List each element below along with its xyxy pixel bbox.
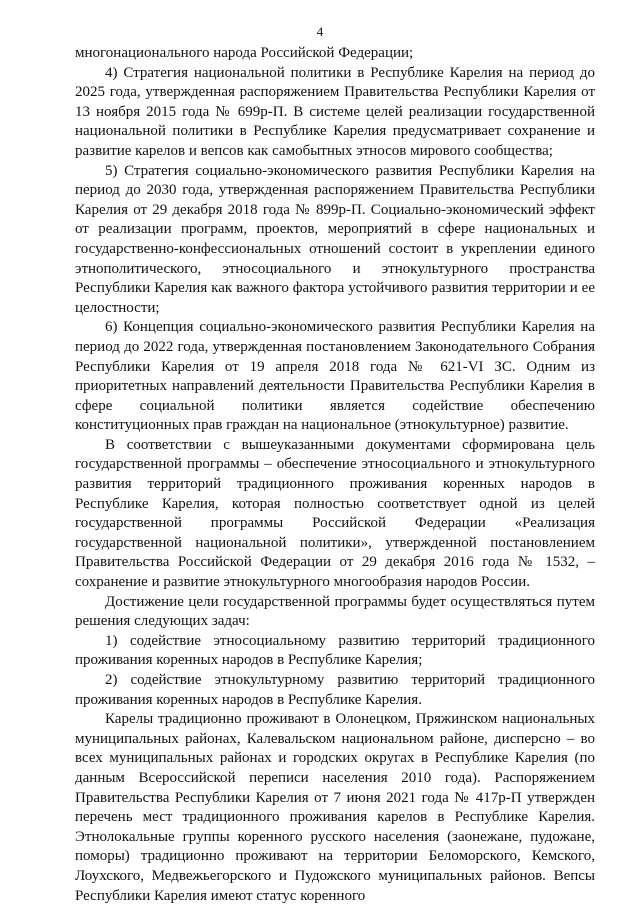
paragraph-item-5-socio-economic-strategy: 5) Стратегия социально-экономического развития Республики Карелия на период до 2030 года, утвержденная распоряжением Правительства Республики Карелия от 29 декабря 2018 года № 899р-П. Социально-экономический эффект от реализации программ, проектов, мероприятий в сфере национальных и государственно-конфессиональных отношений состоит в укреплении единого этнополитического, этносоциального и этнокультурного пространства Республики Карелия как важного фактора устойчивого развития территории и ее целостности; [75,162,595,316]
paragraph-item-6-development-concept: 6) Концепция социально-экономического развития Республики Карелия на период до 2022 года, утвержденная постановлением Законодательного Собрания Республики Карелия от 19 апреля 2018 года № 621-VI ЗС. Одним из приоритетных направлений деятельности Правительства Республики Карелия в сфере социальной политики является содействие обеспечению конституционных прав граждан на национальное (этнокультурное) развитие. [75,319,595,434]
paragraph-task-1: 1) содействие этносоциальному развитию территорий традиционного проживания коренных народов в Республике Карелия; [75,632,595,669]
document-body [75,44,595,906]
paragraph-program-goal: В соответствии с вышеуказанными документами сформирована цель государственной программы – обеспечение этносоциального и этнокультурного развития территорий традиционного проживания коренных народов в Республике Карелия, которая полностью соответствует одной из целей государственной программы Российской Федерации «Реализация государственной национальной политики», утвержденной постановлением Правительства Российской Федерации от 29 декабря 2016 года № 1532, – сохранение и развитие этнокультурного многообразия народов России. [75,436,595,591]
paragraph-task-2: 2) содействие этнокультурному развитию территорий традиционного проживания коренных народов в Республике Карелия. [75,672,595,708]
paragraph-item-4-strategy-national-policy: 4) Стратегия национальной политики в Республике Карелия на период до 2025 года, утвержденная распоряжением Правительства Республики Карелия от 13 ноября 2015 года № 699р-П. В системе целей реализации государственной национальной политики в Республике Карелия предусматривает сохранение и развитие карелов и вепсов как самобытных этносов мирового сообщества; [75,64,595,159]
paragraph-tasks-intro: Достижение цели государственной программы будет осуществляться путем решения следующих задач: [75,593,595,630]
page-number: 4 [316,24,324,39]
paragraph-continuation: многонационального народа Российской Федерации; [75,45,414,61]
paragraph-karelians-residence: Карелы традиционно проживают в Олонецком, Пряжинском национальных муниципальных районах, Калевальском национальном районе, дисперсно – во всех муниципальных районах и городских округах в Республике Карелия (по данным Всероссийской переписи населения 2010 года). Распоряжением Правительства Республики Карелия от 7 июня 2021 года № 417р-П утвержден перечень мест традиционного проживания карелов в Республике Карелия. Этнолокальные группы коренного русского населения (заонежане, пудожане, поморы) традиционно проживают на территории Беломорского, Кемского, Лоухского, Медвежьегорского и Пудожского муниципальных районов. Вепсы Республики Карелия имеют статус коренного [75,711,595,904]
